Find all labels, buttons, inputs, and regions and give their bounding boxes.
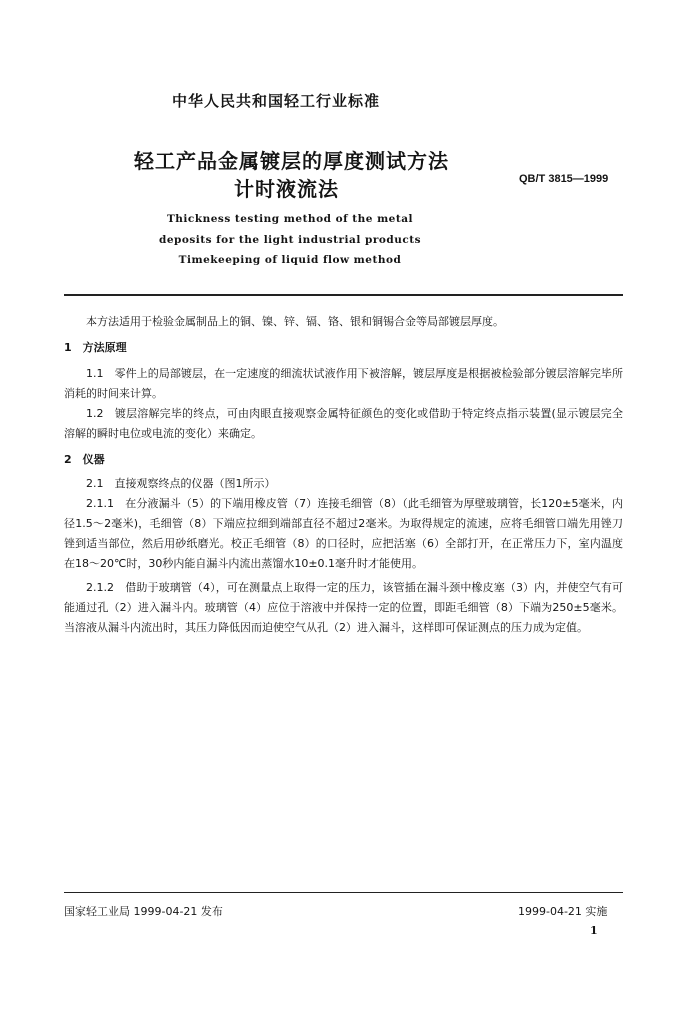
english-title-line3: Timekeeping of liquid flow method bbox=[178, 254, 402, 266]
clause-1-1: 1.1 零件上的局部镀层，在一定速度的细流状试液作用下被溶解，镀层厚度是根据被检验部分镀层溶解完毕所消耗的时间来计算。 bbox=[64, 367, 623, 400]
issue-date: 国家轻工业局 1999-04-21 发布 bbox=[64, 905, 223, 918]
body-text bbox=[64, 312, 623, 638]
document-title-line1: 轻工产品金属镀层的厚度测试方法 bbox=[134, 149, 449, 173]
footer-divider bbox=[64, 892, 623, 893]
section-heading-principle: 1 方法原理 bbox=[64, 341, 127, 354]
scope-paragraph: 本方法适用于检验金属制品上的铜、镍、锌、镉、铬、银和铜锡合金等局部镀层厚度。 bbox=[86, 315, 504, 328]
standard-code: QB/T 3815—1999 bbox=[519, 173, 609, 185]
page-number: 1 bbox=[590, 924, 598, 937]
clause-2-1-1: 2.1.1 在分液漏斗（5）的下端用橡皮管（7）连接毛细管（8）（此毛细管为厚壁玻璃管，长120±5毫米，内径1.5～2毫米)，毛细管（8）下端应拉细到端部直径不超过2毫米。为取得规定的流速，应将毛细管口端先用锉刀锉到适当部位，然后用砂纸磨光。校正毛细管（8）的口径时，应把活塞（6）全部打开，在正常压力下，室内温度在18～20℃时，30秒内能自漏斗内流出蒸馏水10±0.1毫升时才能使用。 bbox=[64, 497, 623, 570]
issuing-authority: 中华人民共和国轻工行业标准 bbox=[172, 92, 381, 110]
english-title-line1: Thickness testing method of the metal bbox=[166, 213, 413, 225]
english-title-line2: deposits for the light industrial products bbox=[158, 234, 421, 246]
header-divider bbox=[64, 294, 623, 296]
implementation-date: 1999-04-21 实施 bbox=[518, 905, 608, 918]
section-heading-instruments: 2 仪器 bbox=[64, 453, 105, 466]
clause-2-1: 2.1 直接观察终点的仪器（图1所示） bbox=[86, 477, 276, 490]
clause-1-2: 1.2 镀层溶解完毕的终点，可由肉眼直接观察金属特征颜色的变化或借助于特定终点指示装置(显示镀层完全溶解的瞬时电位或电流的变化）来确定。 bbox=[64, 407, 623, 440]
document-title-line2: 计时液流法 bbox=[234, 177, 339, 201]
clause-2-1-2: 2.1.2 借助于玻璃管（4），可在测量点上取得一定的压力，该管插在漏斗颈中橡皮塞（3）内，并使空气有可能通过孔（2）进入漏斗内。玻璃管（4）应位于溶液中并保持一定的位置，即距毛细管（8）下端为250±5毫米。当溶液从漏斗内流出时，其压力降低因而迫使空气从孔（2）进入漏斗，这样即可保证测点的压力成为定值。 bbox=[64, 581, 623, 634]
